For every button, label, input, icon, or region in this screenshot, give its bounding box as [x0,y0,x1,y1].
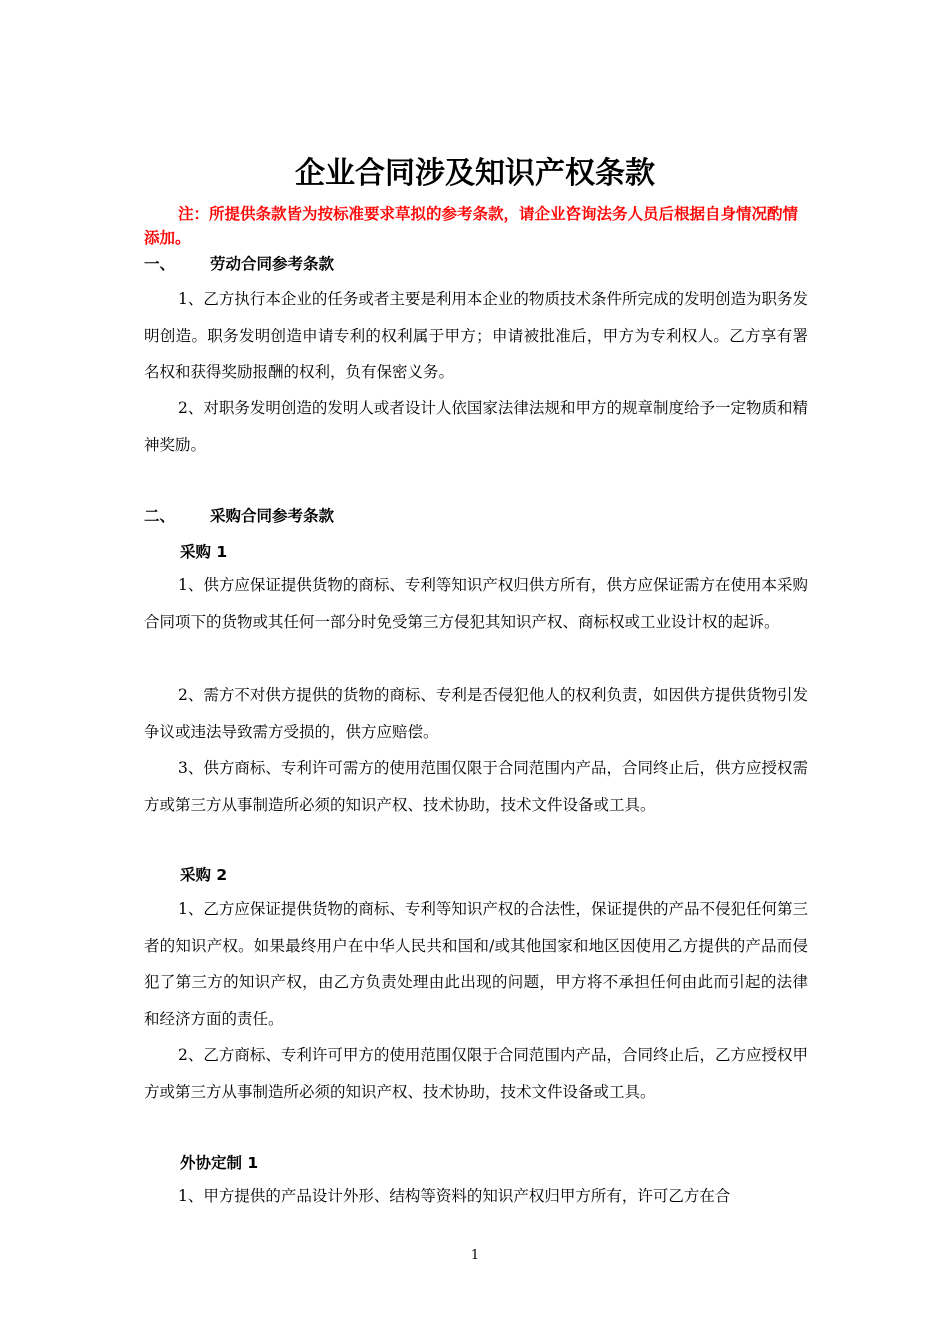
red-notice: 注：所提供条款皆为按标准要求草拟的参考条款，请企业咨询法务人员后根据自身情况酌情添加。 [144,205,799,247]
section-title: 劳动合同参考条款 [210,255,335,273]
subsection-label-purchase-1: 采购 1 [180,543,228,561]
section-number: 一、 [144,255,176,273]
section-heading-purchase [144,504,334,528]
subsection-label-outsourcing-1: 外协定制 1 [180,1154,259,1172]
paragraph: 1、乙方应保证提供货物的商标、专利等知识产权的合法性，保证提供的产品不侵犯任何第三者的知识产权。如果最终用户在中华人民共和国和/或其他国家和地区因使用乙方提供的产品而侵犯了第三方的知识产权，由乙方负责处理由此出现的问题，甲方将不承担任何由此而引起的法律和经济方面的责任。 [144,900,808,1028]
paragraph: 2、对职务发明创造的发明人或者设计人依国家法律法规和甲方的规章制度给予一定物质和精神奖励。 [144,399,808,454]
paragraph: 2、乙方商标、专利许可甲方的使用范围仅限于合同范围内产品，合同终止后，乙方应授权甲方或第三方从事制造所必须的知识产权、技术协助，技术文件设备或工具。 [144,1046,808,1101]
paragraph: 1、甲方提供的产品设计外形、结构等资料的知识产权归甲方所有，许可乙方在合 [178,1187,731,1205]
paragraph: 2、需方不对供方提供的货物的商标、专利是否侵犯他人的权利负责，如因供方提供货物引发争议或违法导致需方受损的，供方应赔偿。 [144,686,808,741]
document-title: 企业合同涉及知识产权条款 [295,156,655,191]
paragraph: 1、供方应保证提供货物的商标、专利等知识产权归供方所有，供方应保证需方在使用本采购合同项下的货物或其任何一部分时免受第三方侵犯其知识产权、商标权或工业设计权的起诉。 [144,576,808,631]
paragraph: 1、乙方执行本企业的任务或者主要是利用本企业的物质技术条件所完成的发明创造为职务发明创造。职务发明创造申请专利的权利属于甲方；申请被批准后，甲方为专利权人。乙方享有署名权和获得奖励报酬的权利，负有保密义务。 [144,290,808,381]
paragraph: 3、供方商标、专利许可需方的使用范围仅限于合同范围内产品，合同终止后，供方应授权需方或第三方从事制造所必须的知识产权、技术协助，技术文件设备或工具。 [144,759,808,814]
section-number: 二、 [144,507,176,525]
subsection-label-purchase-2: 采购 2 [180,866,228,884]
section-heading-labor [144,252,334,276]
section-title: 采购合同参考条款 [210,507,335,525]
page-number: 1 [470,1248,480,1263]
